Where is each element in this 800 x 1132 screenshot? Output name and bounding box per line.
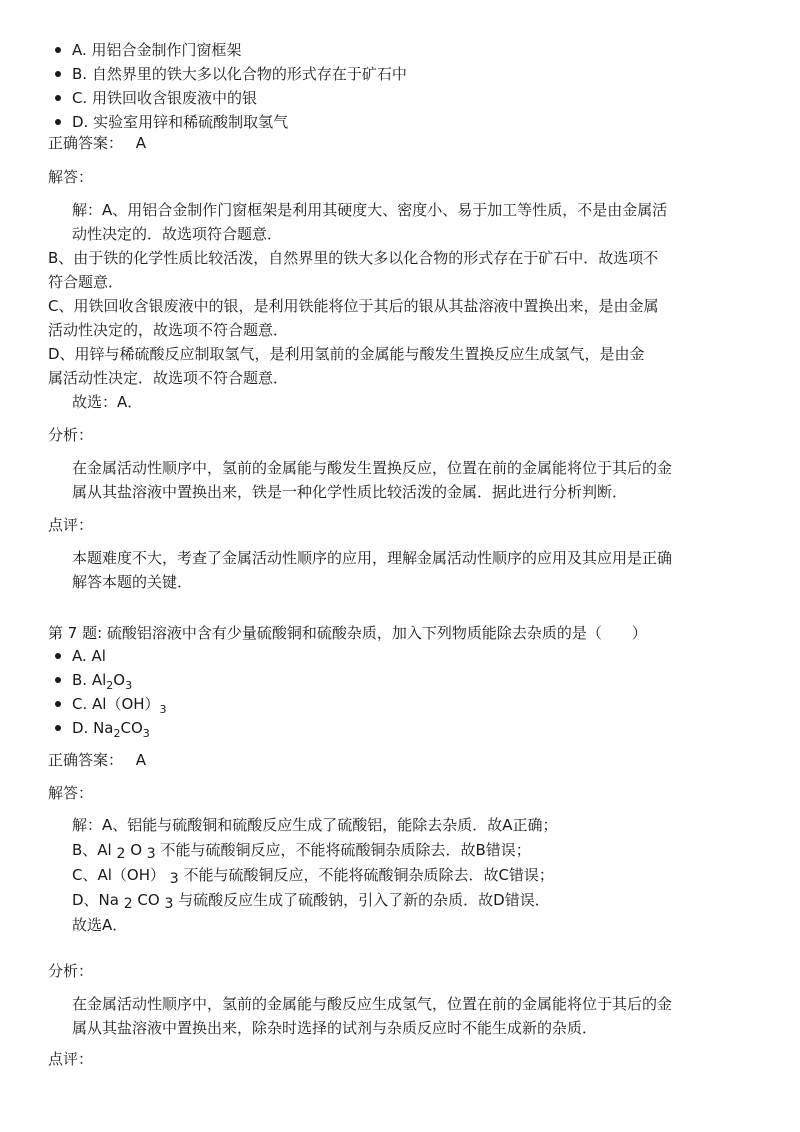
q6-comment-line: 本题难度不大，考查了金属活动性顺序的应用，理解金属活动性顺序的应用及其应用是正确 <box>72 549 673 567</box>
q6-solution-line: 故选：A． <box>72 393 143 411</box>
q6-solution-line: 属活动性决定．故选项不符合题意． <box>48 369 289 387</box>
q6-solution-label: 解答： <box>48 168 94 186</box>
q6-analysis-line: 属从其盐溶液中置换出来，铁是一种化学性质比较活泼的金属．据此进行分析判断． <box>72 483 628 501</box>
q7-analysis-line: 在金属活动性顺序中，氢前的金属能与酸反应生成氢气，位置在前的金属能将位于其后的金 <box>72 995 673 1013</box>
q7-solution-line: D、Na 2 CO 3 与硫酸反应生成了硫酸钠，引入了新的杂质．故D错误． <box>72 891 550 912</box>
q7-answer-label: 正确答案： <box>48 751 124 769</box>
q6-solution-line: 解：A、用铝合金制作门窗框架是利用其硬度大、密度小、易于加工等性质，不是由金属活 <box>72 201 668 219</box>
q6-answer-label: 正确答案： <box>48 134 124 152</box>
q6-analysis-label: 分析： <box>48 426 94 444</box>
q7-question: 第 7 题: 硫酸铝溶液中含有少量硫酸铜和硫酸杂质，加入下列物质能除去杂质的是（ ） <box>48 624 647 642</box>
q7-option-d: D. $Na_2CO_3$ <box>72 716 167 740</box>
q6-solution-line: 动性决定的．故选项符合题意． <box>72 225 283 243</box>
q7-solution-body <box>72 813 752 938</box>
q7-answer <box>48 753 146 768</box>
q6-option-c: C. 用铁回收含银废液中的银 <box>72 86 407 110</box>
q7-answer-value: A <box>135 751 147 769</box>
q6-analysis-line: 在金属活动性顺序中，氢前的金属能与酸发生置换反应，位置在前的金属能将位于其后的金 <box>72 459 673 477</box>
q7-solution-line: B、Al 2 O 3 不能与硫酸铜反应，不能将硫酸铜杂质除去．故B错误； <box>72 841 531 862</box>
q7-solution-line: C、Al（OH） 3 不能与硫酸铜反应，不能将硫酸铜杂质除去．故C错误； <box>72 866 554 887</box>
q6-comment-body <box>72 546 742 594</box>
q7-option-b: B. $Al_2O_3$ <box>72 668 167 692</box>
q7-option-a: A. Al <box>72 644 167 668</box>
q6-options-list <box>72 38 407 134</box>
q6-option-d: D. 实验室用锌和稀硫酸制取氢气 <box>72 110 407 134</box>
q6-option-b: B. 自然界里的铁大多以化合物的形式存在于矿石中 <box>72 62 407 86</box>
q6-solution-line: B、由于铁的化学性质比较活泼，自然界里的铁大多以化合物的形式存在于矿石中．故选项不 <box>48 249 659 267</box>
q6-comment-label: 点评： <box>48 516 94 534</box>
q6-solution-line: 符合题意． <box>48 273 124 291</box>
q6-solution-line: C、用铁回收含银废液中的银，是利用铁能将位于其后的银从其盐溶液中置换出来，是由金属 <box>48 297 659 315</box>
q6-answer-value: A <box>135 134 147 152</box>
q6-solution-line: 活动性决定的，故选项不符合题意． <box>48 321 289 339</box>
q6-answer <box>48 136 146 151</box>
q7-options-list <box>72 644 167 740</box>
q6-comment-line: 解答本题的关键． <box>72 573 193 591</box>
q7-analysis-label: 分析： <box>48 962 94 980</box>
q6-analysis-body <box>72 456 742 504</box>
q6-solution-line: D、用锌与稀硫酸反应制取氢气，是利用氢前的金属能与酸发生置换反应生成氢气，是由金 <box>48 345 645 363</box>
q7-solution-label: 解答： <box>48 784 94 802</box>
q7-comment-label: 点评： <box>48 1050 94 1068</box>
q6-option-a: A. 用铝合金制作门窗框架 <box>72 38 407 62</box>
q7-analysis-line: 属从其盐溶液中置换出来，除杂时选择的试剂与杂质反应时不能生成新的杂质． <box>72 1019 598 1037</box>
q7-solution-line: 解：A、铝能与硫酸铜和硫酸反应生成了硫酸铝，能除去杂质．故A正确； <box>72 816 558 834</box>
q7-analysis-body <box>72 992 742 1040</box>
q6-solution-body <box>48 198 742 414</box>
q7-solution-line: 故选A． <box>72 916 128 934</box>
q7-option-c: C. $Al(OH)_3$ <box>72 692 167 716</box>
